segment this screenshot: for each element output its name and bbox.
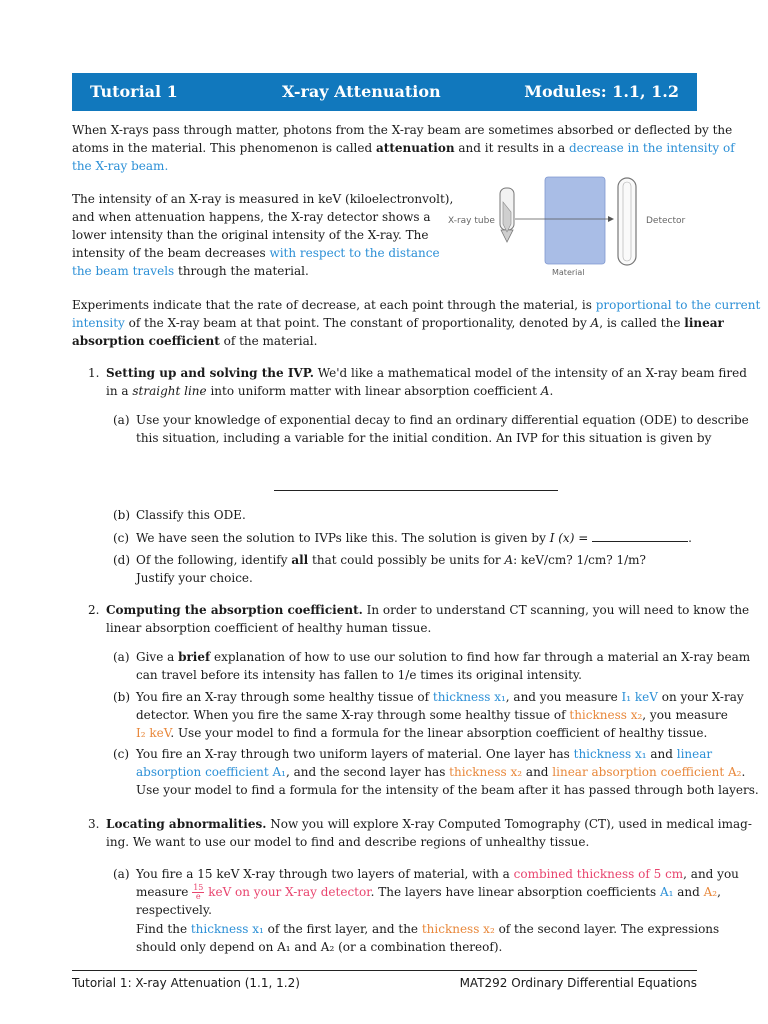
footer-rule [72, 970, 697, 971]
header-title: X-ray Attenuation [282, 82, 441, 101]
q2b-label: (b) [113, 690, 131, 704]
q3-line-2: ing. We want to use our model to find and describe regions of unhealthy tissue. [106, 835, 590, 849]
q3a-line-2: measure $\frac{15}{e}$ keV on your X-ray detector. The layers have linear absorption coefficients A₁ and A₂, [136, 883, 721, 901]
q1-number: 1. [88, 366, 100, 380]
intro-line-1: When X-rays pass through matter, photons from the X-ray beam are sometimes absorbed or deflected by the [72, 123, 733, 137]
q1d-line-1: Of the following, identify all that could possibly be units for A: keV/cm? 1/cm? 1/m? [136, 553, 646, 567]
q2c-line-2: absorption coefficient A₁, and the second layer has thickness x₂ and linear absorption coefficient A₂. [136, 765, 746, 779]
q2a-line-1: Give a brief explanation of how to use our solution to find how far through a material an X-ray beam [136, 650, 751, 664]
q3a-line-4: Find the thickness x₁ of the first layer, and the thickness x₂ of the second layer. The expressions [136, 922, 720, 936]
p2-line-5: the beam travels through the material. [72, 264, 309, 278]
q3-line-1: Locating abnormalities. Now you will explore X-ray Computed Tomography (CT), used in medical imag- [106, 817, 752, 831]
p2-line-2: and when attenuation happens, the X-ray detector shows a [72, 210, 431, 224]
label-detector: Detector [646, 216, 686, 226]
q2-number: 2. [88, 603, 100, 617]
ivp-answer-line [274, 490, 558, 491]
xray-tube-icon [500, 188, 514, 242]
q1d-label: (d) [113, 553, 131, 567]
q3a-line-3: respectively. [136, 903, 212, 917]
intro-line-3: the X-ray beam. [72, 159, 169, 173]
q2c-label: (c) [113, 747, 130, 761]
q1a-line-2: this situation, including a variable for the initial condition. An IVP for this situation is given by [136, 431, 712, 445]
header-modules: Modules: 1.1, 1.2 [524, 82, 679, 101]
footer-right: MAT292 Ordinary Differential Equations [459, 976, 697, 990]
fraction-15-over-e: $\frac{15}{e}$ [193, 883, 204, 901]
header-tutorial: Tutorial 1 [90, 82, 178, 101]
q3a-line-5: should only depend on A₁ and A₂ (or a combination thereof). [136, 940, 503, 954]
q1-line-2: in a straight line into uniform matter with linear absorption coefficient A. [106, 384, 554, 398]
solution-blank [592, 529, 688, 542]
p2-line-3: lower intensity than the original intensity of the X-ray. The [72, 228, 429, 242]
p2-line-1: The intensity of an X-ray is measured in keV (kiloelectronvolt), [72, 192, 454, 206]
q2b-line-3: I₂ keV. Use your model to find a formula for the linear absorption coefficient of healthy tissue. [136, 726, 708, 740]
q1c-text: We have seen the solution to IVPs like this. The solution is given by I (x) = . [136, 531, 692, 545]
q1c-label: (c) [113, 531, 130, 545]
q2b-line-1: You fire an X-ray through some healthy tissue of thickness x₁, and you measure I₁ keV on your X-ray [136, 690, 744, 704]
q1a-label: (a) [113, 413, 130, 427]
q1b-label: (b) [113, 508, 131, 522]
q1d-line-2: Justify your choice. [136, 571, 253, 585]
q1a-line-1: Use your knowledge of exponential decay to find an ordinary differential equation (ODE) to describe [136, 413, 749, 427]
xray-diagram [440, 172, 700, 282]
q2c-line-3: Use your model to find a formula for the intensity of the beam after it has passed through both layers. [136, 783, 759, 797]
p3-line-2: intensity of the X-ray beam at that point. The constant of proportionality, denoted by A, is called the linear [72, 316, 724, 330]
q2-line-2: linear absorption coefficient of healthy human tissue. [106, 621, 432, 635]
q1b-text: Classify this ODE. [136, 508, 246, 522]
q3a-label: (a) [113, 867, 130, 881]
label-material: Material [552, 268, 585, 277]
label-xray-tube: X-ray tube [448, 216, 495, 226]
q2b-line-2: detector. When you fire the same X-ray through some healthy tissue of thickness x₂, you measure [136, 708, 728, 722]
intro-line-2: atoms in the material. This phenomenon is called attenuation and it results in a decrease in the intensity of [72, 141, 735, 155]
material-block [545, 177, 605, 264]
q3-number: 3. [88, 817, 100, 831]
footer-left: Tutorial 1: X-ray Attenuation (1.1, 1.2) [72, 976, 300, 990]
q2c-line-1: You fire an X-ray through two uniform layers of material. One layer has thickness x₁ and linear [136, 747, 713, 761]
q2a-label: (a) [113, 650, 130, 664]
q3a-line-1: You fire a 15 keV X-ray through two layers of material, with a combined thickness of 5 cm, and you [136, 867, 739, 881]
p3-line-3: absorption coefficient of the material. [72, 334, 318, 348]
q2-line-1: Computing the absorption coefficient. In order to understand CT scanning, you will need to know the [106, 603, 750, 617]
p2-line-4: intensity of the beam decreases with respect to the distance [72, 246, 440, 260]
detector-icon [618, 178, 636, 265]
q2a-line-2: can travel before its intensity has fallen to 1/e times its original intensity. [136, 668, 582, 682]
q1-line-1: Setting up and solving the IVP. We'd like a mathematical model of the intensity of an X-ray beam fired [106, 366, 747, 380]
header-banner [72, 73, 697, 111]
p3-line-1: Experiments indicate that the rate of decrease, at each point through the material, is proportional to the current [72, 298, 761, 312]
